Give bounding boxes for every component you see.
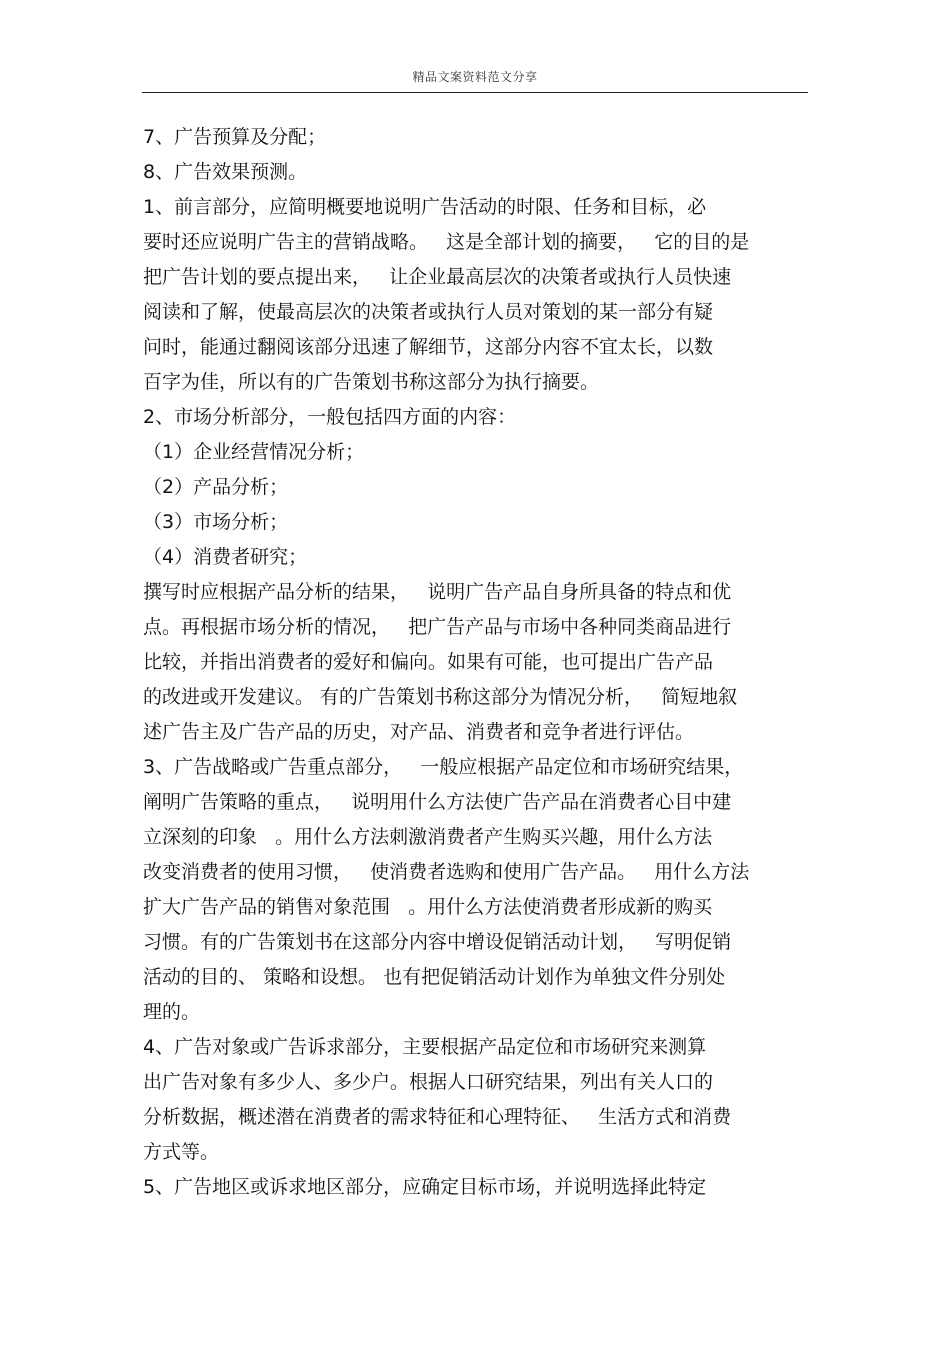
text-line: 7、广告预算及分配； [143,126,327,148]
text-line: 点。再根据市场分析的情况， 把广告产品与市场中各种同类商品进行 [143,616,732,638]
text-line: 2、市场分析部分，一般包括四方面的内容： [143,406,517,428]
text-line: （3）市场分析； [143,511,289,533]
text-line: 3、广告战略或广告重点部分， 一般应根据产品定位和市场研究结果， [143,756,744,778]
text-line: 出广告对象有多少人、多少户。根据人口研究结果，列出有关人口的 [143,1071,714,1093]
text-line: 述广告主及广告产品的历史，对产品、消费者和竞争者进行评估。 [143,721,695,743]
text-line: 比较，并指出消费者的爱好和偏向。如果有可能，也可提出广告产品 [143,651,714,673]
text-line: 改变消费者的使用习惯， 使消费者选购和使用广告产品。 用什么方法 [143,861,750,883]
text-line: 5、广告地区或诉求地区部分，应确定目标市场，并说明选择此特定 [143,1176,707,1198]
text-line: 阅读和了解，使最高层次的决策者或执行人员对策划的某一部分有疑 [143,301,714,323]
header-title: 精品文案资料范文分享 [412,70,538,84]
text-line: 百字为佳，所以有的广告策划书称这部分为执行摘要。 [143,371,600,393]
text-line: （1）企业经营情况分析； [143,441,365,463]
text-line: 问时，能通过翻阅该部分迅速了解细节，这部分内容不宜太长，以数 [143,336,714,358]
text-line: 理的。 [143,1001,201,1023]
text-line: 分析数据，概述潜在消费者的需求特征和心理特征、 生活方式和消费 [143,1106,732,1128]
text-line: 的改进或开发建议。 有的广告策划书称这部分为情况分析， 简短地叙 [143,686,738,708]
page-header [142,66,808,93]
text-line: 活动的目的、 策略和设想。 也有把促销活动计划作为单独文件分别处 [143,966,726,988]
text-line: 习惯。有的广告策划书在这部分内容中增设促销活动计划， 写明促销 [143,931,732,953]
text-line: 阐明广告策略的重点， 说明用什么方法使广告产品在消费者心目中建 [143,791,732,813]
text-line: 4、广告对象或广告诉求部分，主要根据产品定位和市场研究来测算 [143,1036,707,1058]
text-line: 8、广告效果预测。 [143,161,308,183]
text-line: 撰写时应根据产品分析的结果， 说明广告产品自身所具备的特点和优 [143,581,732,603]
text-line: 方式等。 [143,1141,220,1163]
text-line: （4）消费者研究； [143,546,308,568]
text-line: 把广告计划的要点提出来， 让企业最高层次的决策者或执行人员快速 [143,266,732,288]
document-body [143,120,823,1205]
text-line: 扩大广告产品的销售对象范围 。用什么方法使消费者形成新的购买 [143,896,713,918]
text-line: （2）产品分析； [143,476,289,498]
text-line: 立深刻的印象 。用什么方法刺激消费者产生购买兴趣，用什么方法 [143,826,713,848]
text-line: 要时还应说明广告主的营销战略。 这是全部计划的摘要， 它的目的是 [143,231,750,253]
text-line: 1、前言部分，应简明概要地说明广告活动的时限、任务和目标，必 [143,196,707,218]
